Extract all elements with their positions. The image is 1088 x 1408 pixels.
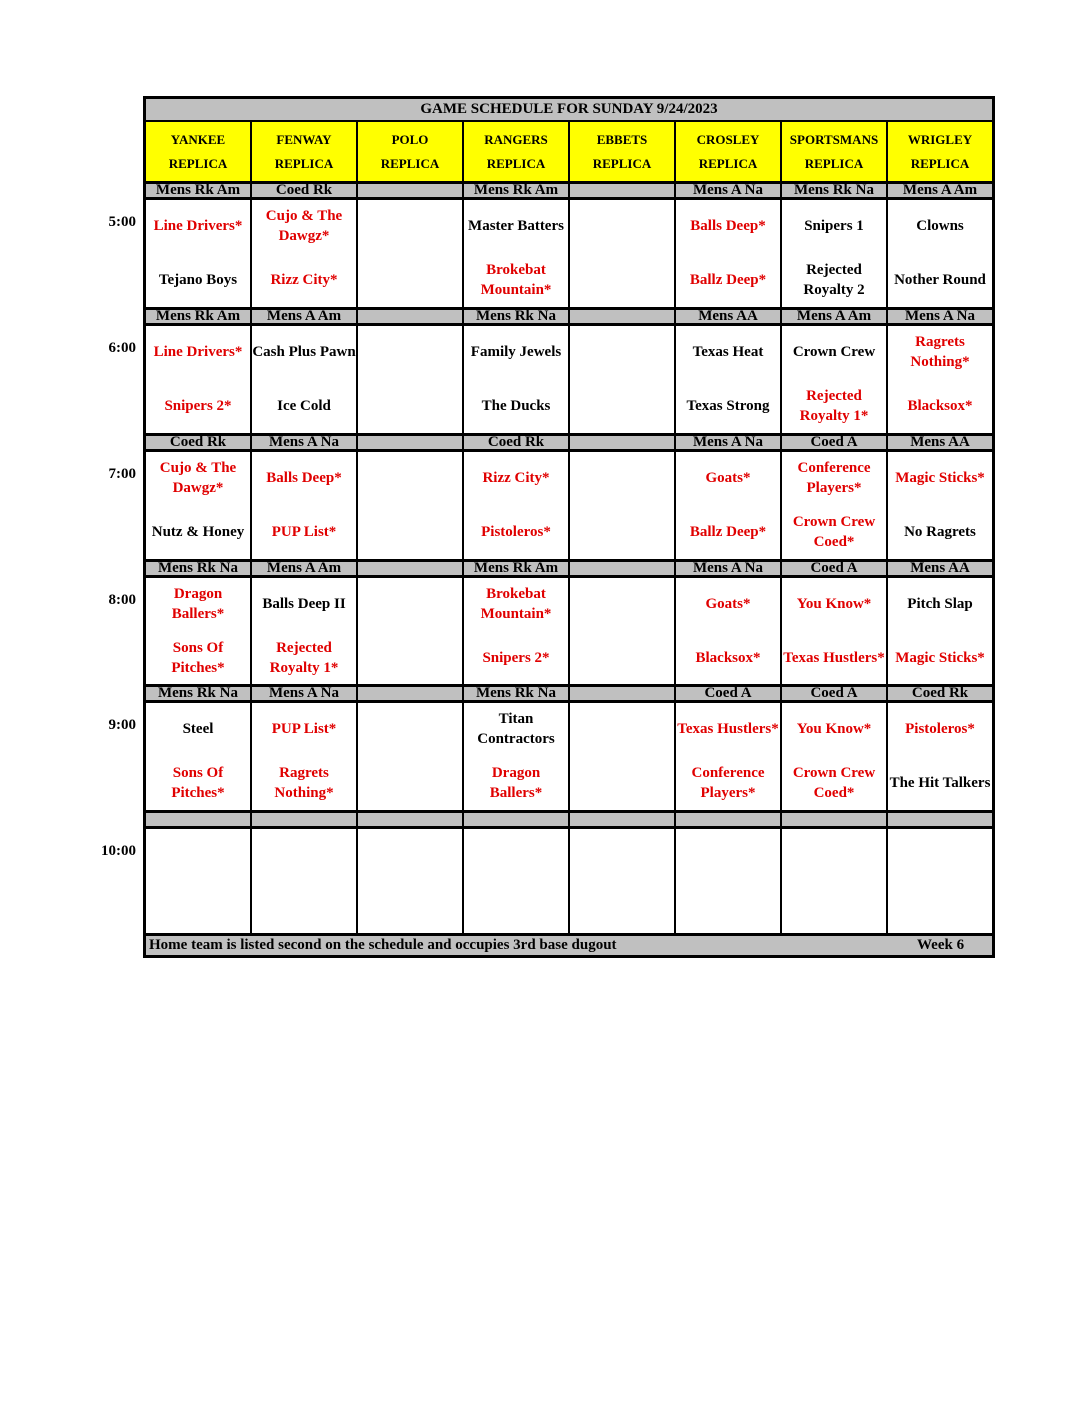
division-label (358, 181, 464, 200)
home-team (146, 885, 250, 932)
home-team: Sons Of Pitches* (171, 764, 225, 801)
away-team (570, 202, 674, 249)
division-label: Mens A Na (676, 559, 782, 578)
division-label: Mens Rk Na (146, 559, 252, 578)
game-cell (782, 578, 888, 684)
home-team (782, 885, 886, 932)
division-label (252, 810, 358, 829)
game-cell (782, 200, 888, 307)
game-cell (146, 326, 252, 433)
field-subtitle: REPLICA (804, 155, 864, 171)
field-subtitle: REPLICA (698, 155, 758, 171)
field-header-crosley (676, 122, 782, 181)
home-team: Ballz Deep* (689, 523, 767, 540)
game-cell (888, 200, 992, 307)
game-cell (782, 326, 888, 433)
field-subtitle: REPLICA (910, 155, 970, 171)
game-cell (676, 200, 782, 307)
field-header-wrigley (888, 122, 992, 181)
division-label: Mens A Na (888, 307, 992, 326)
home-team (570, 508, 674, 555)
home-team (358, 382, 462, 429)
division-label: Coed Rk (146, 433, 252, 452)
division-label: Mens Rk Am (464, 181, 570, 200)
home-team: Pistoleros* (481, 523, 551, 540)
home-team (358, 256, 462, 303)
game-cell (676, 829, 782, 936)
away-team (888, 831, 992, 878)
division-label: Mens A Na (676, 181, 782, 200)
away-team (782, 831, 886, 878)
home-team: Ragrets Nothing* (274, 764, 334, 801)
away-team (358, 705, 462, 752)
division-label: Coed A (782, 684, 888, 703)
division-label: Coed Rk (464, 433, 570, 452)
game-cell (888, 703, 992, 810)
game-cell (782, 829, 888, 936)
game-cell (358, 200, 464, 307)
away-team: Master Batters (468, 217, 564, 234)
game-cell (146, 200, 252, 307)
division-label: Mens Rk Am (464, 559, 570, 578)
away-team: Line Drivers* (153, 217, 243, 234)
away-team: You Know* (796, 720, 872, 737)
game-cell (888, 452, 992, 559)
division-label: Mens A Na (252, 684, 358, 703)
field-header-yankee (146, 122, 252, 181)
game-cell (252, 578, 358, 684)
away-team (358, 580, 462, 627)
home-team: Sons Of Pitches* (171, 639, 225, 676)
away-team (676, 831, 780, 878)
away-team (358, 328, 462, 375)
game-cell (676, 703, 782, 810)
time-label: 9:00 (108, 717, 136, 733)
division-label: Mens Rk Na (782, 181, 888, 200)
division-label: Coed A (676, 684, 782, 703)
game-cell (146, 578, 252, 684)
home-team (676, 885, 780, 932)
division-label (570, 684, 676, 703)
home-team: Rejected Royalty 1* (269, 639, 339, 676)
footer-week: Week 6 (917, 937, 965, 953)
away-team (570, 580, 674, 627)
away-team: Goats* (705, 469, 751, 486)
division-label: Mens A Am (252, 307, 358, 326)
field-name: YANKEE (170, 131, 226, 147)
game-cell (888, 326, 992, 433)
schedule-title: GAME SCHEDULE FOR SUNDAY 9/24/2023 (146, 99, 992, 122)
away-team: Crown Crew (792, 343, 876, 360)
division-label (570, 559, 676, 578)
home-team: Tejano Boys (158, 271, 238, 288)
field-subtitle: REPLICA (168, 155, 228, 171)
away-team: You Know* (796, 595, 872, 612)
game-cell (252, 703, 358, 810)
game-cell (782, 703, 888, 810)
game-cell (570, 452, 676, 559)
home-team (358, 634, 462, 681)
game-cell (252, 200, 358, 307)
home-team (358, 508, 462, 555)
away-team: Goats* (705, 595, 751, 612)
away-team: Texas Hustlers* (677, 720, 779, 737)
game-cell (464, 578, 570, 684)
game-cell (252, 452, 358, 559)
away-team (464, 831, 568, 878)
division-label (358, 559, 464, 578)
game-cell (358, 452, 464, 559)
home-team: Rejected Royalty 1* (799, 387, 869, 424)
home-team (358, 759, 462, 806)
home-team: Blacksox* (907, 397, 973, 414)
away-team: Balls Deep* (690, 217, 766, 234)
away-team: Family Jewels (470, 343, 562, 360)
home-team (570, 634, 674, 681)
division-label: Mens Rk Na (464, 307, 570, 326)
game-cell (464, 452, 570, 559)
field-header-sportsmans (782, 122, 888, 181)
field-name: FENWAY (276, 131, 332, 147)
game-cell (570, 578, 676, 684)
division-label (358, 810, 464, 829)
home-team: Crown Crew Coed* (792, 764, 876, 801)
away-team: Cujo & The Dawgz* (159, 459, 237, 496)
field-header-rangers (464, 122, 570, 181)
division-label (146, 810, 252, 829)
away-team (358, 454, 462, 501)
away-team (570, 831, 674, 878)
game-cell (676, 452, 782, 559)
home-team: Nutz & Honey (151, 523, 245, 540)
home-team: Blacksox* (695, 649, 761, 666)
away-team: Cash Plus Pawn (252, 343, 356, 360)
home-team: The Ducks (481, 397, 551, 414)
home-team: Snipers 2* (164, 397, 232, 414)
division-label (358, 307, 464, 326)
field-name: CROSLEY (696, 131, 760, 147)
away-team: Brokebat Mountain* (480, 585, 552, 622)
field-subtitle: REPLICA (380, 155, 440, 171)
home-team: Ice Cold (277, 397, 331, 414)
game-cell (358, 578, 464, 684)
field-name: POLO (391, 131, 429, 147)
division-label: Mens AA (888, 433, 992, 452)
division-label (570, 307, 676, 326)
home-team: Magic Sticks* (895, 649, 985, 666)
division-label: Mens Rk Am (146, 181, 252, 200)
field-header-ebbets (570, 122, 676, 181)
home-team (888, 885, 992, 932)
game-cell (888, 578, 992, 684)
away-team (570, 705, 674, 752)
away-team: Balls Deep II (262, 595, 346, 612)
field-name: EBBETS (596, 131, 648, 147)
home-team: Texas Strong (686, 397, 770, 414)
division-label (676, 810, 782, 829)
away-team: Dragon Ballers* (171, 585, 225, 622)
home-team (464, 885, 568, 932)
game-cell (358, 829, 464, 936)
division-label: Mens A Am (252, 559, 358, 578)
home-team: Conference Players* (691, 764, 765, 801)
field-subtitle: REPLICA (592, 155, 652, 171)
game-cell (676, 326, 782, 433)
game-cell (146, 452, 252, 559)
home-team (570, 885, 674, 932)
game-cell (570, 703, 676, 810)
time-label: 8:00 (108, 592, 136, 608)
away-team: Cujo & The Dawgz* (265, 207, 343, 244)
away-team: Titan Contractors (477, 710, 555, 747)
division-label (782, 810, 888, 829)
game-cell (464, 200, 570, 307)
game-cell (888, 829, 992, 936)
time-label: 5:00 (108, 214, 136, 230)
home-team: Nother Round (894, 271, 986, 288)
away-team: Conference Players* (797, 459, 871, 496)
game-cell (252, 829, 358, 936)
field-header-fenway (252, 122, 358, 181)
away-team (570, 454, 674, 501)
field-name: SPORTSMANS (789, 131, 879, 147)
away-team (570, 328, 674, 375)
game-cell (464, 326, 570, 433)
home-team: Texas Hustlers* (783, 649, 885, 666)
away-team (358, 831, 462, 878)
game-cell (782, 452, 888, 559)
division-label: Mens AA (676, 307, 782, 326)
division-label: Coed A (782, 559, 888, 578)
away-team: Steel (182, 720, 214, 737)
game-cell (146, 703, 252, 810)
game-cell (570, 200, 676, 307)
time-label: 7:00 (108, 466, 136, 482)
away-team: Balls Deep* (266, 469, 342, 486)
game-cell (676, 578, 782, 684)
game-cell (570, 829, 676, 936)
game-cell (252, 326, 358, 433)
game-cell (358, 703, 464, 810)
division-label: Mens Rk Am (146, 307, 252, 326)
field-subtitle: REPLICA (274, 155, 334, 171)
division-label: Coed Rk (252, 181, 358, 200)
division-label: Coed Rk (888, 684, 992, 703)
away-team: Pistoleros* (905, 720, 975, 737)
game-cell (146, 829, 252, 936)
division-label: Mens A Na (252, 433, 358, 452)
home-team (358, 885, 462, 932)
away-team: Magic Sticks* (895, 469, 985, 486)
home-team: Snipers 2* (482, 649, 550, 666)
field-header-polo (358, 122, 464, 181)
away-team: Ragrets Nothing* (910, 333, 970, 370)
field-name: RANGERS (484, 131, 548, 147)
schedule-footer (146, 933, 992, 955)
away-team (252, 831, 356, 878)
home-team (570, 759, 674, 806)
away-team: Pitch Slap (907, 595, 973, 612)
division-label: Mens Rk Na (464, 684, 570, 703)
home-team: Ballz Deep* (689, 271, 767, 288)
field-name: WRIGLEY (907, 131, 973, 147)
home-team: Rejected Royalty 2 (803, 261, 865, 298)
division-label: Mens A Am (782, 307, 888, 326)
home-team: The Hit Talkers (889, 774, 991, 791)
time-label: 6:00 (108, 340, 136, 356)
division-label (570, 810, 676, 829)
away-team (146, 831, 250, 878)
division-label (570, 433, 676, 452)
field-subtitle: REPLICA (486, 155, 546, 171)
home-team: No Ragrets (904, 523, 976, 540)
home-team (570, 256, 674, 303)
division-label (464, 810, 570, 829)
away-team: PUP List* (271, 720, 337, 737)
footer-note: Home team is listed second on the schedule and occupies 3rd base dugout (149, 937, 617, 953)
game-cell (358, 326, 464, 433)
away-team: Line Drivers* (153, 343, 243, 360)
home-team: Rizz City* (270, 271, 338, 288)
division-label: Mens AA (888, 559, 992, 578)
division-label: Mens A Am (888, 181, 992, 200)
home-team: PUP List* (271, 523, 337, 540)
schedule-table (143, 96, 995, 958)
home-team (570, 382, 674, 429)
division-label: Coed A (782, 433, 888, 452)
away-team: Clowns (916, 217, 964, 234)
division-label (358, 684, 464, 703)
away-team: Snipers 1 (804, 217, 864, 234)
away-team: Texas Heat (692, 343, 764, 360)
home-team (252, 885, 356, 932)
division-label: Mens A Na (676, 433, 782, 452)
game-cell (570, 326, 676, 433)
time-label: 10:00 (101, 843, 136, 859)
division-label (358, 433, 464, 452)
home-team: Brokebat Mountain* (480, 261, 552, 298)
division-label: Mens Rk Na (146, 684, 252, 703)
home-team: Crown Crew Coed* (792, 513, 876, 550)
game-cell (464, 829, 570, 936)
game-cell (464, 703, 570, 810)
away-team: Rizz City* (482, 469, 550, 486)
division-label (570, 181, 676, 200)
home-team: Dragon Ballers* (489, 764, 543, 801)
division-label (888, 810, 992, 829)
away-team (358, 202, 462, 249)
